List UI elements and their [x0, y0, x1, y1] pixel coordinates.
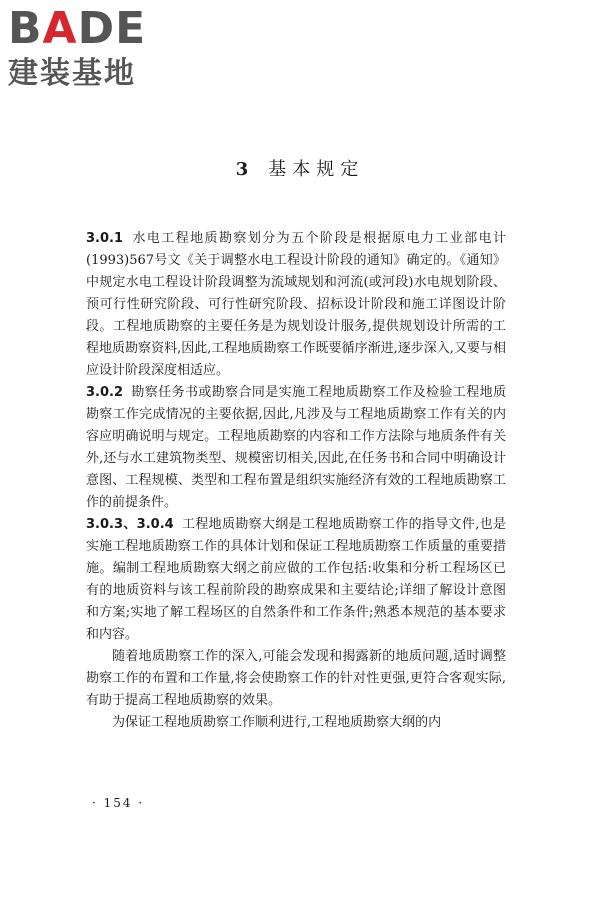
paragraph-text: 工程地质勘察大纲是工程地质勘察工作的指导文件,也是实施工程地质勘察工作的具体计划和保证工程地质勘察工作质量的重要措施。编制工程地质勘察大纲之前应做的工作包括:收集和分析工程场区已有的地质资料与该工程前阶段的勘察成果和主要结论;详细了解设计意图和方案;实地了解工程场区的自然条件和工作条件;熟悉本规范的基本要求和内容。	[86, 517, 506, 642]
paragraph-text: 为保证工程地质勘察工作顺利进行,工程地质勘察大纲的内	[112, 715, 442, 730]
paragraph-text: 勘察任务书或勘察合同是实施工程地质勘察工作及检验工程地质勘察工作完成情况的主要依据,因此,凡涉及与工程地质勘察工作有关的内容应明确说明与规定。工程地质勘察的内容和工作方法除与地质条件有关外,还与水工建筑物类型、规模密切相关,因此,在任务书和合同中明确设计意图、工程规模、类型和工程布置是组织实施经济有效的工程地质勘察工作的前提条件。	[86, 385, 506, 510]
chapter-number: 3	[235, 159, 255, 180]
body-text	[86, 228, 506, 734]
clause-paragraph	[86, 228, 506, 382]
paragraph-text: 随着地质勘察工作的深入,可能会发现和揭露新的地质问题,适时调整勘察工作的布置和工作量,将会使勘察工作的针对性更强,更符合客观实际,有助于提高工程地质勘察的效果。	[86, 649, 506, 708]
brand-logo-wordmark: BADE	[8, 3, 147, 54]
body-paragraph	[86, 646, 506, 712]
clause-number: 3.0.2	[86, 385, 124, 400]
chapter-title	[0, 155, 600, 181]
clause-paragraph	[86, 514, 506, 646]
clause-number: 3.0.1	[86, 231, 124, 246]
clause-paragraph	[86, 382, 506, 514]
chapter-title-text: 基本规定	[268, 159, 365, 180]
brand-logo	[8, 4, 178, 92]
body-paragraph	[86, 712, 506, 734]
paragraph-text: 水电工程地质勘察划分为五个阶段是根据原电力工业部电计(1993)567号文《关于调整水电工程设计阶段的通知》确定的。《通知》中规定水电工程设计阶段调整为流域规划和河流(或河段)水电规划阶段、预可行性研究阶段、可行性研究阶段、招标设计阶段和施工详图设计阶段。工程地质勘察的主要任务是为规划设计服务,提供规划设计所需的工程地质勘察资料,因此,工程地质勘察工作既要循序渐进,逐步深入,又要与相应设计阶段深度相适应。	[86, 231, 506, 378]
clause-number: 3.0.3、3.0.4	[86, 517, 174, 532]
page-number: · 154 ·	[92, 796, 145, 810]
brand-logo-subtitle: 建装基地	[8, 56, 136, 91]
